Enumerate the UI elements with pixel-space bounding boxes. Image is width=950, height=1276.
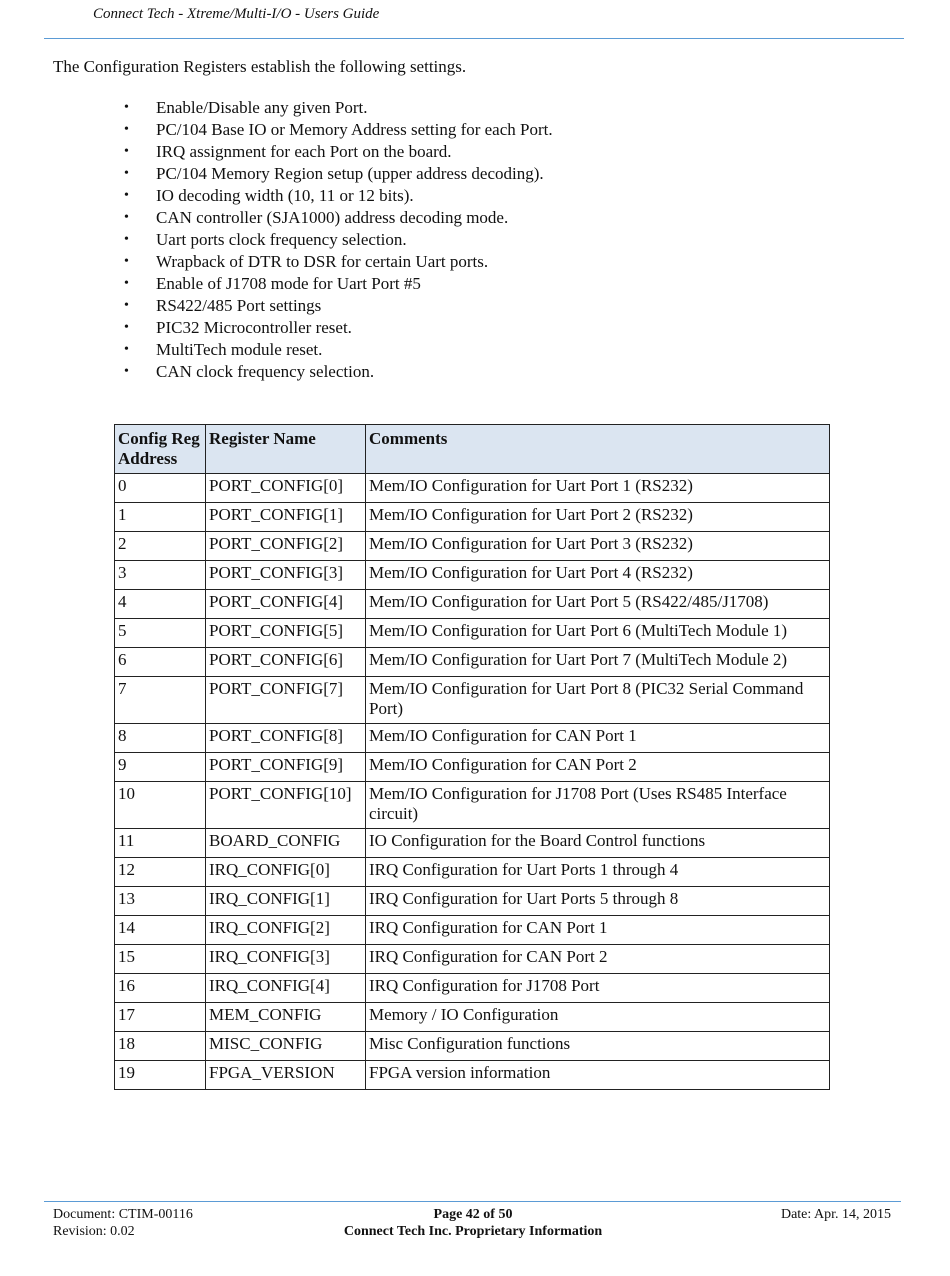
table-row: [115, 503, 830, 532]
cell-comment: Mem/IO Configuration for Uart Port 8 (PIC32 Serial Command Port): [366, 677, 830, 724]
cell-register-name: PORT_CONFIG[0]: [206, 474, 366, 503]
bullet-text: MultiTech module reset.: [156, 340, 323, 359]
table-row: [115, 724, 830, 753]
cell-register-name: PORT_CONFIG[2]: [206, 532, 366, 561]
cell-comment: IRQ Configuration for CAN Port 2: [366, 945, 830, 974]
column-header-address: Config Reg Address: [115, 425, 206, 474]
cell-register-name: MEM_CONFIG: [206, 1003, 366, 1032]
cell-register-name: PORT_CONFIG[1]: [206, 503, 366, 532]
bullet-item: [0, 251, 553, 273]
bullet-item: [0, 141, 553, 163]
bullet-icon: •: [124, 210, 129, 225]
settings-bullet-list: [0, 97, 553, 383]
bullet-text: IRQ assignment for each Port on the board.: [156, 142, 452, 161]
cell-register-name: IRQ_CONFIG[1]: [206, 887, 366, 916]
footer-proprietary-notice: Connect Tech Inc. Proprietary Information: [343, 1224, 603, 1239]
cell-register-name: IRQ_CONFIG[2]: [206, 916, 366, 945]
cell-register-name: PORT_CONFIG[3]: [206, 561, 366, 590]
table-body: [115, 474, 830, 1090]
cell-comment: Misc Configuration functions: [366, 1032, 830, 1061]
cell-register-name: PORT_CONFIG[7]: [206, 677, 366, 724]
table-row: [115, 916, 830, 945]
bullet-text: Wrapback of DTR to DSR for certain Uart ports.: [156, 252, 489, 271]
bullet-icon: •: [124, 166, 129, 181]
header-divider: [44, 38, 904, 39]
table-row: [115, 561, 830, 590]
table-row: [115, 677, 830, 724]
bullet-text: PC/104 Base IO or Memory Address setting for each Port.: [156, 120, 553, 139]
cell-comment: Mem/IO Configuration for Uart Port 2 (RS232): [366, 503, 830, 532]
cell-address: 17: [115, 1003, 206, 1032]
cell-comment: Mem/IO Configuration for Uart Port 6 (MultiTech Module 1): [366, 619, 830, 648]
bullet-icon: •: [124, 188, 129, 203]
bullet-item: [0, 185, 553, 207]
cell-address: 13: [115, 887, 206, 916]
cell-register-name: MISC_CONFIG: [206, 1032, 366, 1061]
table-row: [115, 648, 830, 677]
bullet-item: [0, 119, 553, 141]
cell-address: 1: [115, 503, 206, 532]
column-header-comments: Comments: [366, 425, 830, 474]
cell-register-name: IRQ_CONFIG[3]: [206, 945, 366, 974]
bullet-text: CAN clock frequency selection.: [156, 362, 375, 381]
cell-address: 5: [115, 619, 206, 648]
cell-register-name: PORT_CONFIG[8]: [206, 724, 366, 753]
table-row: [115, 753, 830, 782]
bullet-icon: •: [124, 122, 129, 137]
cell-address: 15: [115, 945, 206, 974]
column-header-register-name: Register Name: [206, 425, 366, 474]
footer-document-number: Document: CTIM-00116: [53, 1207, 193, 1222]
cell-address: 9: [115, 753, 206, 782]
bullet-item: [0, 207, 553, 229]
cell-comment: IRQ Configuration for Uart Ports 1 through 4: [366, 858, 830, 887]
bullet-icon: •: [124, 100, 129, 115]
cell-address: 7: [115, 677, 206, 724]
bullet-item: [0, 229, 553, 251]
bullet-item: [0, 339, 553, 361]
cell-comment: FPGA version information: [366, 1061, 830, 1090]
bullet-icon: •: [124, 364, 129, 379]
cell-address: 19: [115, 1061, 206, 1090]
bullet-item: [0, 273, 553, 295]
table-row: [115, 590, 830, 619]
cell-comment: IO Configuration for the Board Control functions: [366, 829, 830, 858]
footer-revision: Revision: 0.02: [53, 1224, 135, 1239]
cell-comment: Mem/IO Configuration for Uart Port 4 (RS232): [366, 561, 830, 590]
cell-address: 6: [115, 648, 206, 677]
cell-comment: IRQ Configuration for J1708 Port: [366, 974, 830, 1003]
cell-address: 0: [115, 474, 206, 503]
bullet-text: Uart ports clock frequency selection.: [156, 230, 407, 249]
cell-comment: IRQ Configuration for CAN Port 1: [366, 916, 830, 945]
table-row: [115, 974, 830, 1003]
cell-register-name: PORT_CONFIG[4]: [206, 590, 366, 619]
cell-comment: Mem/IO Configuration for Uart Port 3 (RS232): [366, 532, 830, 561]
bullet-text: Enable/Disable any given Port.: [156, 98, 368, 117]
table-row: [115, 782, 830, 829]
intro-paragraph: The Configuration Registers establish the following settings.: [53, 57, 467, 76]
bullet-icon: •: [124, 144, 129, 159]
bullet-text: RS422/485 Port settings: [156, 296, 322, 315]
cell-comment: IRQ Configuration for Uart Ports 5 through 8: [366, 887, 830, 916]
bullet-item: [0, 295, 553, 317]
cell-address: 4: [115, 590, 206, 619]
table-row: [115, 1032, 830, 1061]
cell-register-name: PORT_CONFIG[5]: [206, 619, 366, 648]
cell-register-name: BOARD_CONFIG: [206, 829, 366, 858]
bullet-icon: •: [124, 298, 129, 313]
cell-comment: Memory / IO Configuration: [366, 1003, 830, 1032]
cell-register-name: FPGA_VERSION: [206, 1061, 366, 1090]
cell-address: 18: [115, 1032, 206, 1061]
footer-divider: [44, 1201, 901, 1202]
bullet-item: [0, 97, 553, 119]
cell-address: 10: [115, 782, 206, 829]
cell-register-name: PORT_CONFIG[6]: [206, 648, 366, 677]
bullet-icon: •: [124, 342, 129, 357]
cell-address: 12: [115, 858, 206, 887]
page-header-title: Connect Tech - Xtreme/Multi-I/O - Users Guide: [93, 6, 380, 22]
footer-page-number: Page 42 of 50: [433, 1207, 513, 1222]
cell-comment: Mem/IO Configuration for Uart Port 1 (RS232): [366, 474, 830, 503]
cell-address: 11: [115, 829, 206, 858]
cell-address: 2: [115, 532, 206, 561]
table-header-row: [115, 425, 830, 474]
cell-register-name: PORT_CONFIG[9]: [206, 753, 366, 782]
cell-address: 16: [115, 974, 206, 1003]
bullet-icon: •: [124, 254, 129, 269]
bullet-item: [0, 361, 553, 383]
cell-address: 3: [115, 561, 206, 590]
footer-date: Date: Apr. 14, 2015: [780, 1207, 891, 1222]
table-row: [115, 1003, 830, 1032]
cell-comment: Mem/IO Configuration for CAN Port 1: [366, 724, 830, 753]
table-row: [115, 474, 830, 503]
cell-address: 14: [115, 916, 206, 945]
cell-address: 8: [115, 724, 206, 753]
bullet-text: CAN controller (SJA1000) address decoding mode.: [156, 208, 509, 227]
cell-comment: Mem/IO Configuration for CAN Port 2: [366, 753, 830, 782]
bullet-icon: •: [124, 320, 129, 335]
bullet-icon: •: [124, 232, 129, 247]
bullet-text: IO decoding width (10, 11 or 12 bits).: [156, 186, 414, 205]
bullet-icon: •: [124, 276, 129, 291]
table-row: [115, 532, 830, 561]
bullet-text: PC/104 Memory Region setup (upper address decoding).: [156, 164, 544, 183]
cell-comment: Mem/IO Configuration for J1708 Port (Uses RS485 Interface circuit): [366, 782, 830, 829]
table-row: [115, 858, 830, 887]
table-row: [115, 1061, 830, 1090]
bullet-text: Enable of J1708 mode for Uart Port #5: [156, 274, 421, 293]
table-row: [115, 945, 830, 974]
bullet-item: [0, 163, 553, 185]
table-row: [115, 887, 830, 916]
cell-register-name: IRQ_CONFIG[0]: [206, 858, 366, 887]
table-row: [115, 829, 830, 858]
config-register-table: [114, 424, 830, 1090]
bullet-text: PIC32 Microcontroller reset.: [156, 318, 352, 337]
cell-comment: Mem/IO Configuration for Uart Port 5 (RS422/485/J1708): [366, 590, 830, 619]
cell-register-name: PORT_CONFIG[10]: [206, 782, 366, 829]
table-row: [115, 619, 830, 648]
cell-comment: Mem/IO Configuration for Uart Port 7 (MultiTech Module 2): [366, 648, 830, 677]
bullet-item: [0, 317, 553, 339]
cell-register-name: IRQ_CONFIG[4]: [206, 974, 366, 1003]
